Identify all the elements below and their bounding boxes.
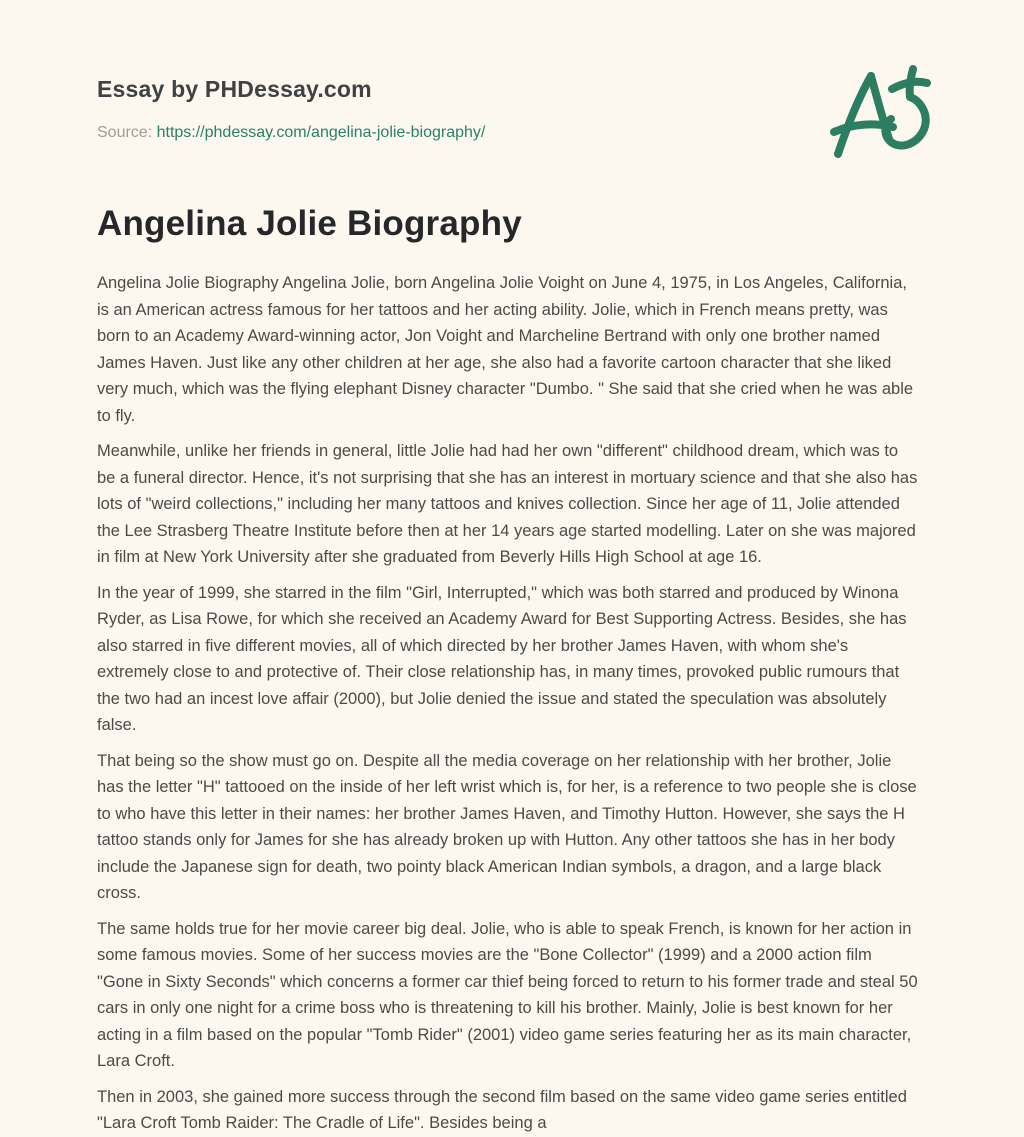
essay-paragraph-3: In the year of 1999, she starred in the film "Girl, Interrupted," which was both starred and produced by Winona Ryder, as Lisa Rowe, for which she received an Academy Award for Best Supporting Actress. Besides, she has also starred in five different movies, all of which directed by her brother James Haven, with whom she's extremely close to and protective of. Their close relationship has, in many times, provoked public rumours that the two had an incest love affair (2000), but Jolie denied the issue and stated the speculation was absolutely false. bbox=[97, 583, 907, 734]
essay-body bbox=[97, 204, 920, 1137]
source-line bbox=[97, 124, 920, 142]
source-label: Source: bbox=[97, 124, 153, 141]
essay-paragraph-2: Meanwhile, unlike her friends in general, little Jolie had had her own "different" childhood dream, which was to be a funeral director. Hence, it's not surprising that she has an interest in mortuary science and that she also has lots of "weird collections," including her many tattoos and knives collection. Since her age of 11, Jolie attended the Lee Strasberg Theatre Institute before then at her 14 years age started modelling. Later on she was majored in film at New York University after she graduated from Beverly Hills High School at age 16. bbox=[97, 442, 918, 566]
essay-paragraph-5: The same holds true for her movie career big deal. Jolie, who is able to speak French, is known for her action in some famous movies. Some of her success movies are the "Bone Collector" (1999) and a 2000 action film "Gone in Sixty Seconds" which concerns a former car thief being forced to return to his former trade and steal 50 cars in only one night for a crime boss who is threatening to kill his brother. Mainly, Jolie is best known for her acting in a film based on the popular "Tomb Rider" (2001) video game series featuring her as its main character, Lara Croft. bbox=[97, 919, 918, 1070]
page-header bbox=[97, 76, 920, 142]
essay-paragraph-4: That being so the show must go on. Despite all the media coverage on her relationship with her brother, Jolie has the letter "H" tattooed on the inside of her left wrist which is, for her, is a reference to two people she is close to who have this letter in their names: her brother James Haven, and Timothy Hutton. However, she says the H tattoo stands only for James for she has already broken up with Hutton. Any other tattoos she has in her body include the Japanese sign for death, two pointy black American Indian symbols, a dragon, and a large black cross. bbox=[97, 751, 917, 902]
essay-paragraph-6: Then in 2003, she gained more success through the second film based on the same video game series entitled "Lara Croft Tomb Raider: The Cradle of Life". Besides being a bbox=[97, 1087, 907, 1132]
essay-paragraph-1: Angelina Jolie Biography Angelina Jolie, born Angelina Jolie Voight on June 4, 1975, in Los Angeles, California, is an American actress famous for her tattoos and her acting ability. Jolie, which in French means pretty, was born to an Academy Award-winning actor, Jon Voight and Marcheline Bertrand with only one brother named James Haven. Just like any other children at her age, she also had a favorite cartoon character that she liked very much, which was the flying elephant Disney character "Dumbo. " She said that she cried when he was able to fly. bbox=[97, 274, 914, 425]
essay-title: Angelina Jolie Biography bbox=[97, 204, 522, 243]
site-title: Essay by PHDessay.com bbox=[97, 76, 372, 102]
source-link[interactable]: https://phdessay.com/angelina-jolie-biography/ bbox=[156, 124, 486, 141]
phdessay-a-plus-logo-icon bbox=[832, 64, 932, 164]
